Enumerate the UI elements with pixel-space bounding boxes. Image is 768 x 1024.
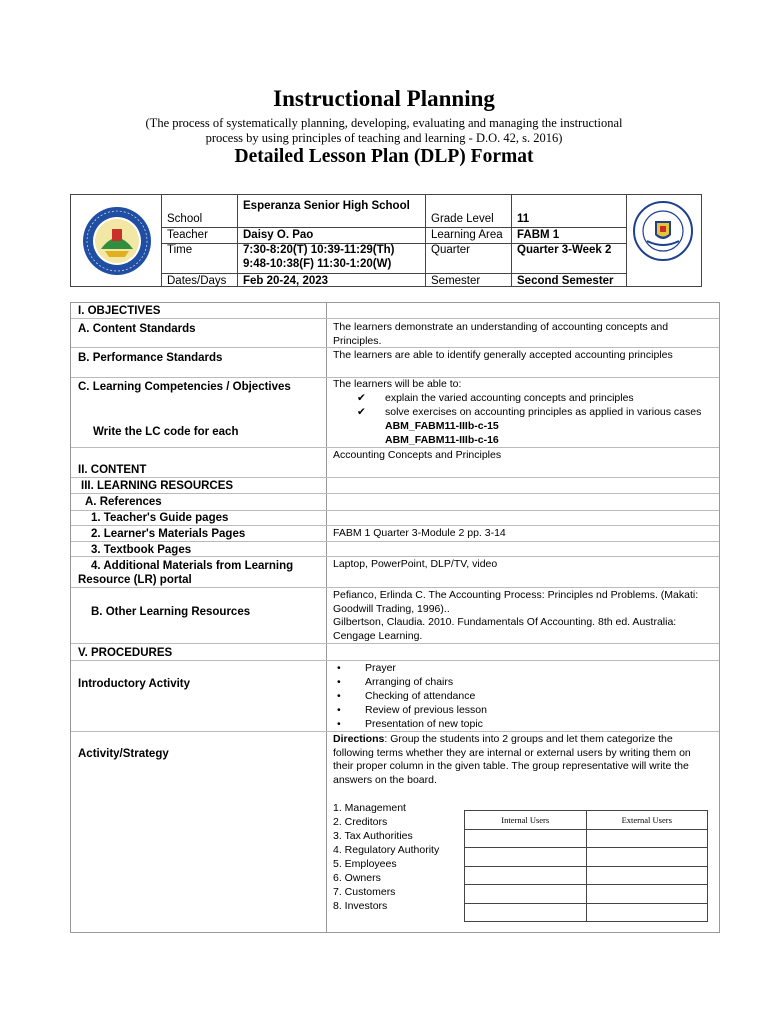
term-item: 6. Owners <box>333 872 381 884</box>
term-item: 1. Management <box>333 802 406 814</box>
competency-item: ✔ explain the varied accounting concepts and principles <box>357 392 634 404</box>
table-cell[interactable] <box>465 866 587 885</box>
time-label: Time <box>167 244 193 256</box>
semester-label: Semester <box>431 275 481 287</box>
lesson-plan-table <box>70 302 720 933</box>
performance-standards-label: B. Performance Standards <box>78 352 223 364</box>
table-cell[interactable] <box>465 885 587 904</box>
intro-item: • Checking of attendance <box>337 690 476 702</box>
deped-seal-icon <box>633 201 693 266</box>
content-heading: II. CONTENT <box>78 464 147 476</box>
quarter-value: Quarter 3-Week 2 <box>517 244 612 256</box>
table-cell[interactable] <box>586 848 708 867</box>
lc-code-label: Write the LC code for each <box>93 426 239 438</box>
lc-code-2: ABM_FABM11-IIIb-c-16 <box>385 434 499 446</box>
learning-competencies-label: C. Learning Competencies / Objectives <box>78 381 291 393</box>
time-value-1: 7:30-8:20(T) 10:39-11:29(Th) <box>243 244 395 256</box>
grade-level-label: Grade Level <box>431 213 494 225</box>
subtitle-line-1: (The process of systematically planning, developing, evaluating and managing the instructional <box>145 116 623 130</box>
learning-area-value: FABM 1 <box>517 229 560 241</box>
competency-item: ✔ solve exercises on accounting principles as applied in various cases <box>357 406 702 418</box>
table-cell[interactable] <box>586 885 708 904</box>
quarter-label: Quarter <box>431 244 470 256</box>
other-resources-text-1: Pefianco, Erlinda C. The Accounting Process: Principles nd Problems. (Makati: Goodwill Trading, 1996).. <box>333 589 699 615</box>
directions-label: Directions <box>333 733 385 745</box>
dates-label: Dates/Days <box>167 275 227 287</box>
format-title: Detailed Lesson Plan (DLP) Format <box>234 146 534 167</box>
learning-area-label: Learning Area <box>431 229 503 241</box>
table-cell[interactable] <box>586 903 708 922</box>
page-subtitle <box>0 116 768 146</box>
term-item: 3. Tax Authorities <box>333 830 413 842</box>
teacher-name: Daisy O. Pao <box>243 229 314 241</box>
intro-item: • Review of previous lesson <box>337 704 487 716</box>
check-icon: ✔ <box>357 406 366 418</box>
time-value-2: 9:48-10:38(F) 11:30-1:20(W) <box>243 258 392 270</box>
terms-list <box>333 801 439 913</box>
content-standards-label: A. Content Standards <box>78 323 196 335</box>
check-icon: ✔ <box>357 392 366 404</box>
additional-materials-text: Laptop, PowerPoint, DLP/TV, video <box>333 558 498 570</box>
other-resources-text-2: Gilbertson, Claudia. 2010. Fundamentals Of Accounting. 8th ed. Australia: Cengage Learning. <box>333 616 677 642</box>
term-item: 2. Creditors <box>333 816 388 828</box>
learning-resources-heading: III. LEARNING RESOURCES <box>81 480 234 492</box>
subtitle-line-2: process by using principles of teaching and learning - D.O. 42, s. 2016) <box>205 131 563 145</box>
dates-value: Feb 20-24, 2023 <box>243 275 329 287</box>
school-seal-icon <box>81 205 153 282</box>
introductory-activity-label: Introductory Activity <box>78 678 191 690</box>
external-users-header: External Users <box>586 811 708 830</box>
internal-users-header: Internal Users <box>465 811 587 830</box>
directions-text: Directions: Group the students into 2 groups and let them categorize the following terms whether they are internal or external users by writing them on their proper column in the given table. The group representative will write the answers on the board. <box>333 733 691 786</box>
performance-standards-text: The learners are able to identify generally accepted accounting principles <box>333 349 673 361</box>
page-title: Instructional Planning <box>273 86 495 111</box>
school-name: Esperanza Senior High School <box>243 200 410 212</box>
lc-code-1: ABM_FABM11-IIIb-c-15 <box>385 420 499 432</box>
teacher-label: Teacher <box>167 229 208 241</box>
term-item: 7. Customers <box>333 886 396 898</box>
objectives-heading: I. OBJECTIVES <box>78 305 161 317</box>
table-cell[interactable] <box>465 848 587 867</box>
school-info-table <box>70 194 702 287</box>
other-resources-label: B. Other Learning Resources <box>91 606 251 618</box>
additional-materials-label-1: 4. Additional Materials from Learning <box>91 560 294 572</box>
learners-materials-label: 2. Learner's Materials Pages <box>91 528 246 540</box>
intro-item: • Presentation of new topic <box>337 718 483 730</box>
table-cell[interactable] <box>586 829 708 848</box>
additional-materials-label-2: Resource (LR) portal <box>78 574 192 586</box>
textbook-label: 3. Textbook Pages <box>91 544 192 556</box>
learners-materials-text: FABM 1 Quarter 3-Module 2 pp. 3-14 <box>333 527 506 539</box>
term-item: 8. Investors <box>333 900 388 912</box>
table-cell[interactable] <box>586 866 708 885</box>
table-cell[interactable] <box>465 903 587 922</box>
intro-item: • Arranging of chairs <box>337 676 454 688</box>
teachers-guide-label: 1. Teacher's Guide pages <box>91 512 229 524</box>
grade-level-value: 11 <box>517 213 530 225</box>
activity-strategy-label: Activity/Strategy <box>78 748 169 760</box>
references-label: A. References <box>85 496 162 508</box>
content-text: Accounting Concepts and Principles <box>333 449 502 461</box>
users-table <box>464 810 708 922</box>
table-cell[interactable] <box>465 829 587 848</box>
semester-value: Second Semester <box>517 275 614 287</box>
intro-item: • Prayer <box>337 662 396 674</box>
term-item: 5. Employees <box>333 858 397 870</box>
content-standards-text: The learners demonstrate an understanding of accounting concepts and Principles. <box>333 321 669 347</box>
competencies-intro: The learners will be able to: <box>333 378 462 390</box>
school-label: School <box>167 213 203 225</box>
procedures-heading: V. PROCEDURES <box>78 647 173 659</box>
term-item: 4. Regulatory Authority <box>333 844 440 856</box>
